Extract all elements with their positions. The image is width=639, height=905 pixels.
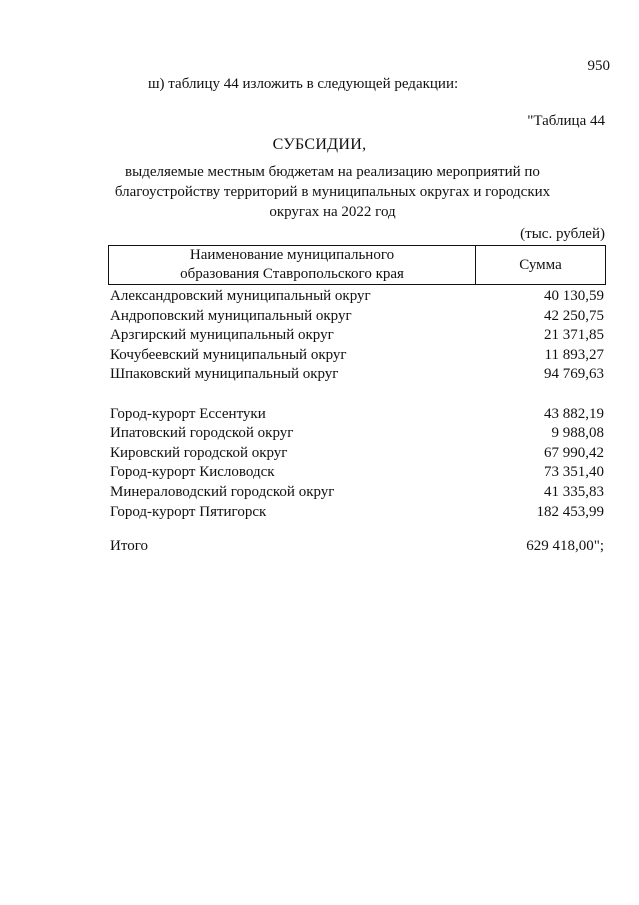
row-name: Кировский городской округ: [110, 444, 288, 461]
row-name: Город-курорт Ессентуки: [110, 405, 266, 422]
name-header-line1: Наименование муниципального: [189, 247, 395, 263]
row-amount: 73 351,40: [544, 464, 604, 481]
table-row: [110, 326, 604, 346]
sum-column-header: Сумма: [519, 256, 562, 273]
row-amount: 42 250,75: [544, 307, 604, 324]
row-name: Город-курорт Кисловодск: [110, 464, 275, 481]
group-spacer: [110, 385, 604, 405]
row-name: Шпаковский муниципальный округ: [110, 366, 339, 383]
table-row: [110, 444, 604, 464]
units-label: (тыс. рублей): [520, 226, 605, 242]
table-row: [110, 365, 604, 385]
name-column-header: [109, 246, 476, 284]
row-name: Александровский муниципальный округ: [110, 288, 371, 304]
row-name: Минераловодский городской округ: [110, 483, 335, 500]
document-subtitle: выделяемые местным бюджетам на реализацию мероприятий по благоустройству территорий в муниципальных округах и городских округах на 2022 год: [114, 164, 551, 220]
row-amount: 94 769,63: [544, 366, 604, 383]
row-name: Город-курорт Пятигорск: [110, 503, 267, 520]
row-name: Арзгирский муниципальный округ: [110, 327, 334, 344]
table-row: [110, 287, 604, 307]
row-amount: 9 988,08: [551, 425, 604, 442]
amendment-intro: ш) таблицу 44 изложить в следующей редакции:: [148, 76, 459, 92]
page-number: 950: [587, 58, 610, 74]
table-row: [110, 483, 604, 503]
name-header-line2: образования Ставропольского края: [180, 266, 404, 282]
table-row: [110, 424, 604, 444]
table-row: [110, 503, 604, 523]
total-label: Итого: [110, 538, 148, 554]
total-row: [110, 538, 604, 555]
document-heading: СУБСИДИИ,: [272, 136, 367, 153]
row-amount: 40 130,59: [544, 288, 604, 304]
table-row: [110, 405, 604, 425]
row-amount: 67 990,42: [544, 444, 604, 461]
row-name: Кочубеевский муниципальный округ: [110, 346, 347, 363]
row-amount: 41 335,83: [544, 483, 604, 500]
table-row: [110, 463, 604, 483]
row-amount: 43 882,19: [544, 405, 604, 422]
row-amount: 11 893,27: [544, 346, 604, 363]
table-row: [110, 346, 604, 366]
row-name: Ипатовский городской округ: [110, 425, 294, 442]
table-row: [110, 307, 604, 327]
table-reference: "Таблица 44: [527, 113, 605, 129]
row-name: Андроповский муниципальный округ: [110, 307, 352, 324]
total-amount: 629 418,00";: [526, 538, 604, 554]
table-header: [108, 245, 606, 285]
row-amount: 182 453,99: [536, 503, 604, 520]
table-body: [110, 287, 604, 522]
row-amount: 21 371,85: [544, 327, 604, 344]
